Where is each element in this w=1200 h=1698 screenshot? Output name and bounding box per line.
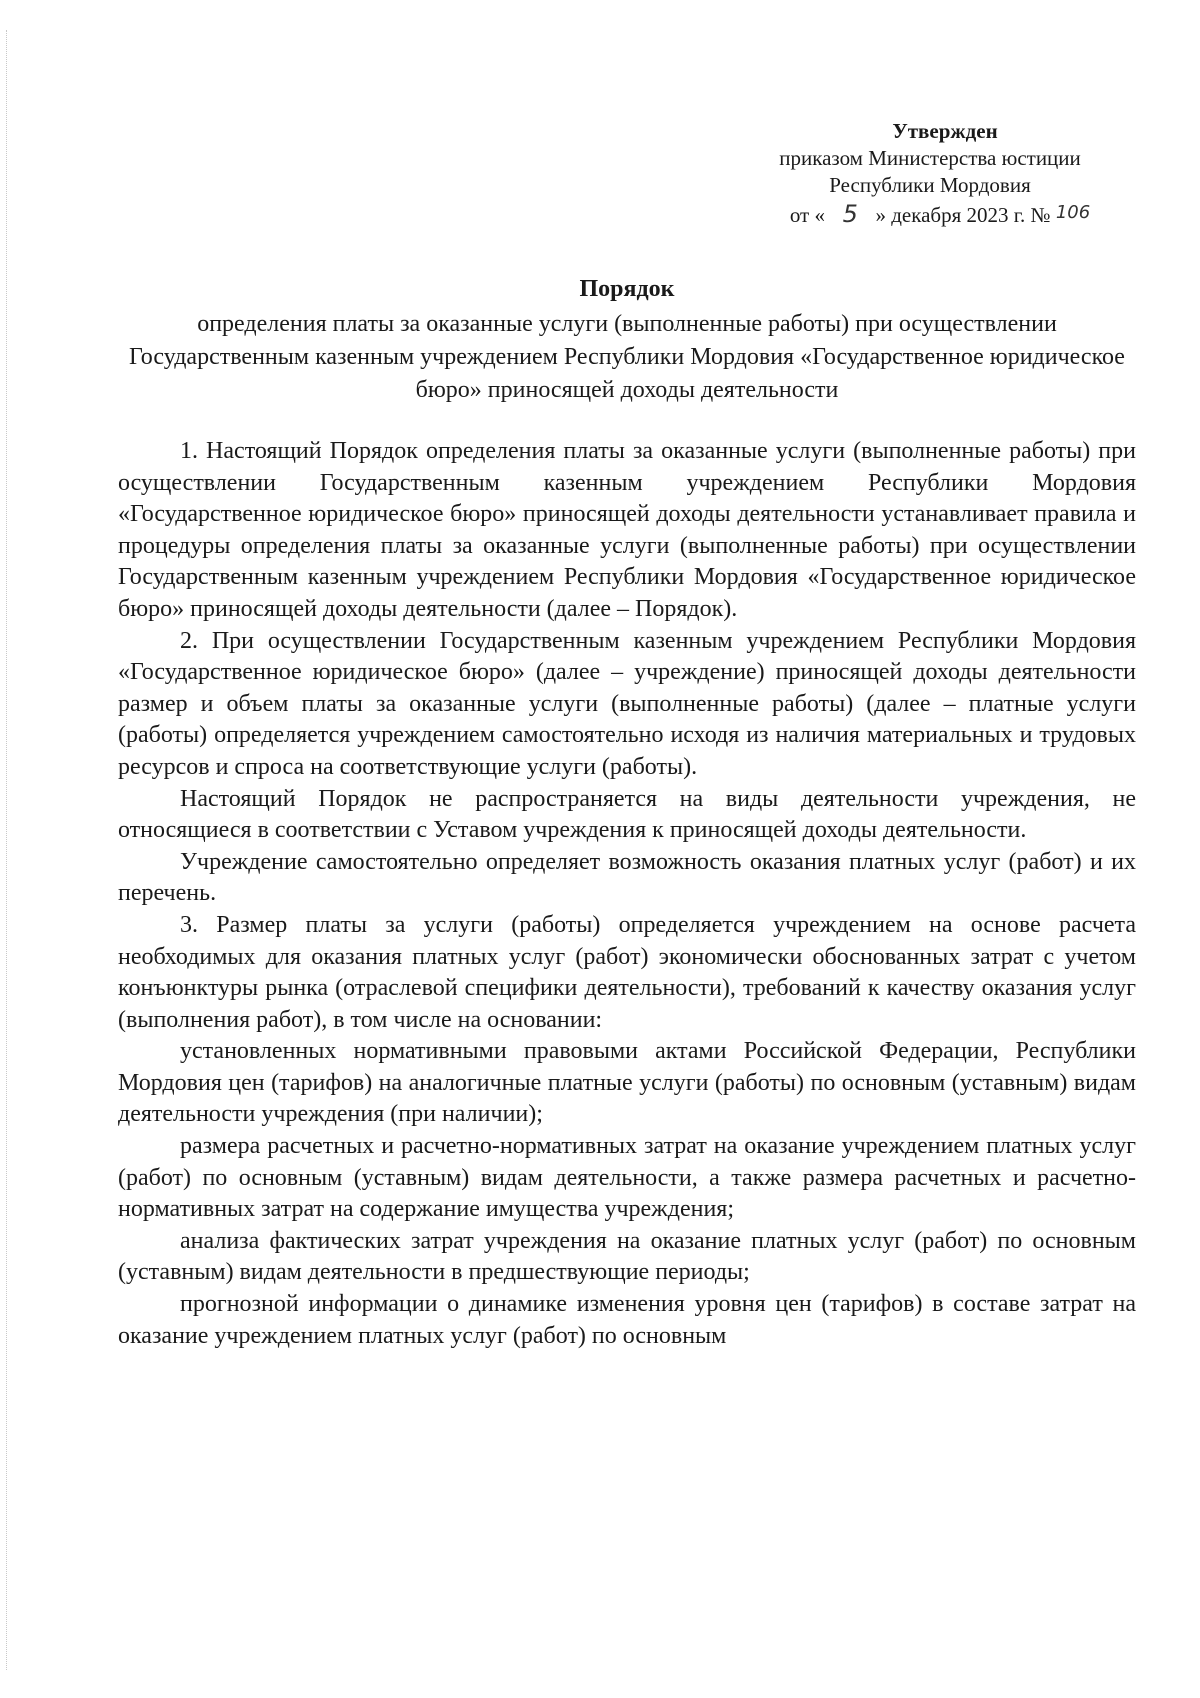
paragraph-9: прогнозной информации о динамике изменения уровня цен (тарифов) в составе затрат на оказание учреждением платных услуг (работ) по основным (118, 1291, 1136, 1349)
paragraph-1: 1. Настоящий Порядок определения платы за оказанные услуги (выполненные работы) при осуществлении Государственным казенным учреждением Республики Мордовия «Государственное юридическое бюро» приносящей доходы деятельности устанавливает правила и процедуры определения платы за оказанные услуги (выполненные работы) при осуществлении Государственным казенным учреждением Республики Мордовия «Государственное юридическое бюро» приносящей доходы деятельности (далее – Порядок). (118, 438, 1136, 622)
date-rest: » декабря 2023 г. № (875, 203, 1051, 227)
paragraph-8: анализа фактических затрат учреждения на оказание платных услуг (работ) по основным (уставным) видам деятельности в предшествующие периоды; (118, 1227, 1136, 1286)
approval-date-line (730, 199, 1130, 229)
paragraph-6: установленных нормативными правовыми актами Российской Федерации, Республики Мордовия цен (тарифов) на аналогичные платные услуги (работы) по основным (уставным) видам деятельности учреждения (при наличии); (118, 1038, 1136, 1128)
paragraph-3: Настоящий Порядок не распространяется на виды деятельности учреждения, не относящиеся в соответствии с Уставом учреждения к приносящей доходы деятельности. (118, 785, 1136, 844)
handwritten-order-number: 106 (1055, 202, 1091, 223)
document-title: Порядок (579, 276, 675, 302)
approval-block (730, 118, 1130, 229)
paragraph-2: 2. При осуществлении Государственным казенным учреждением Республики Мордовия «Государственное юридическое бюро» (далее – учреждение) приносящей доходы деятельности размер и объем платы за оказанные услуги (выполненные работы) (далее – платные услуги (работы) определяется учреждением самостоятельно исходя из наличия материальных и трудовых ресурсов и спроса на соответствующие услуги (работы). (118, 627, 1136, 780)
approval-line-ministry: приказом Министерства юстиции (779, 146, 1081, 170)
paragraph-7: размера расчетных и расчетно-нормативных затрат на оказание учреждением платных услуг (работ) по основным (уставным) видам деятельности, а также размера расчетных и расчетно-нормативных затрат на содержание имущества учреждения; (118, 1133, 1136, 1223)
handwritten-day: 5 (842, 200, 858, 228)
paragraph-5: 3. Размер платы за услуги (работы) определяется учреждением на основе расчета необходимых для оказания платных услуг (работ) экономически обоснованных затрат с учетом конъюнктуры рынка (отраслевой специфики деятельности), требований к качеству оказания услуг (выполнения работ), в том числе на основании: (118, 911, 1136, 1033)
scan-edge-line (6, 30, 7, 1670)
date-prefix: от « (789, 203, 825, 227)
paragraph-4: Учреждение самостоятельно определяет возможность оказания платных услуг (работ) и их перечень. (118, 848, 1136, 907)
approval-heading: Утвержден (892, 119, 998, 143)
approval-line-republic: Республики Мордовия (829, 173, 1031, 197)
document-body (118, 436, 1136, 1352)
document-subtitle: определения платы за оказанные услуги (выполненные работы) при осуществлении Государственным казенным учреждением Республики Мордовия «Государственное юридическое бюро» приносящей доходы деятельности (129, 311, 1125, 403)
